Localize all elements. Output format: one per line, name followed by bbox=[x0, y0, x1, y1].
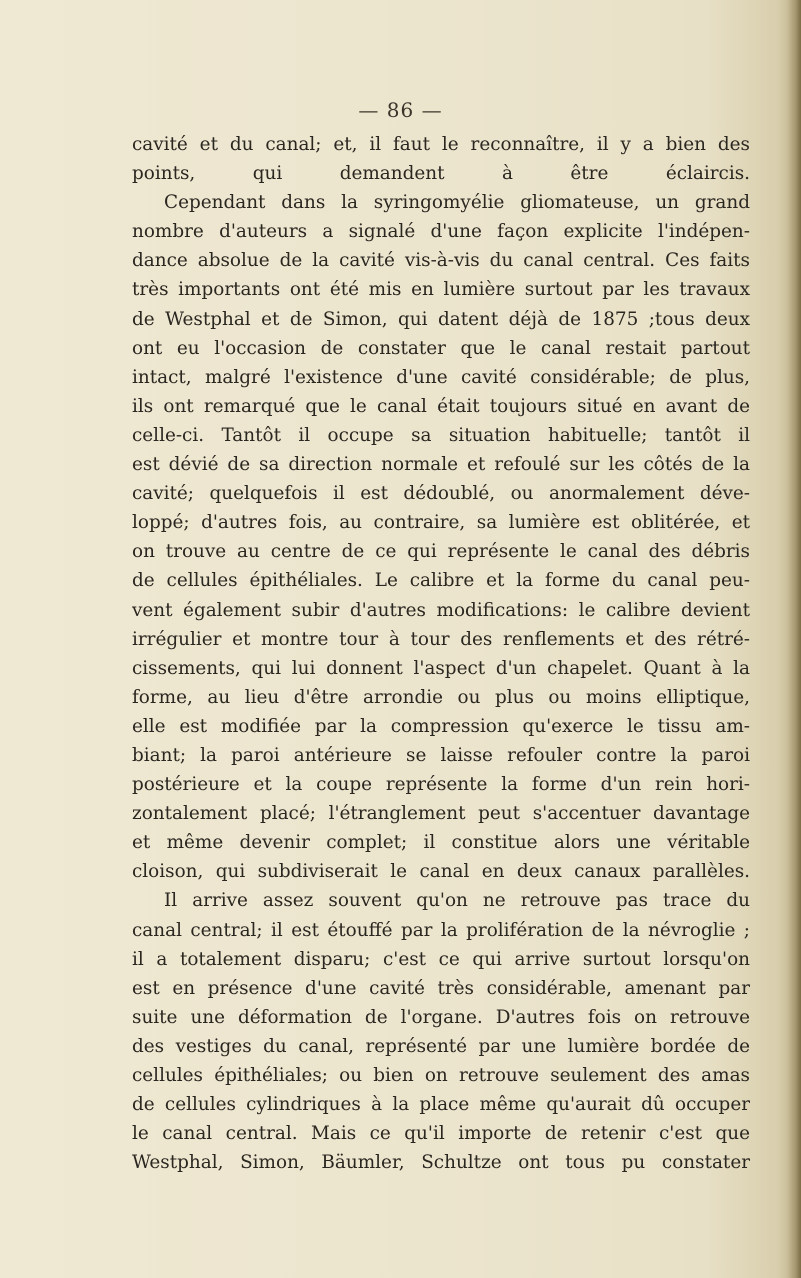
text-line: de cellules cylindriques à la place même qu'aurait dû occuper bbox=[132, 1094, 750, 1116]
text-line: canal central; il est étouffé par la prolifération de la névroglie ; bbox=[132, 919, 750, 941]
text-line: on trouve au centre de ce qui représente le canal des débris bbox=[132, 541, 750, 563]
text-line: loppé; d'autres fois, au contraire, sa lumière est oblitérée, et bbox=[132, 512, 750, 534]
text-line: forme, au lieu d'être arrondie ou plus ou moins elliptique, bbox=[132, 686, 750, 708]
text-line: intact, malgré l'existence d'une cavité considérable; de plus, bbox=[132, 366, 750, 388]
text-line: cellules épithéliales; ou bien on retrouve seulement des amas bbox=[132, 1065, 750, 1086]
text-line: Il arrive assez souvent qu'on ne retrouve pas trace du bbox=[164, 890, 750, 912]
page-number: — 86 — bbox=[358, 98, 443, 122]
text-line: cavité et du canal; et, il faut le reconnaître, il y a bien des bbox=[132, 134, 750, 155]
text-line: Cependant dans la syringomyélie gliomateuse, un grand bbox=[164, 192, 750, 214]
text-line: points, qui demandent à être éclaircis. bbox=[132, 163, 750, 185]
text-line: biant; la paroi antérieure se laisse refouler contre la paroi bbox=[132, 744, 750, 766]
text-line: de cellules épithéliales. Le calibre et la forme du canal peu- bbox=[132, 570, 750, 592]
text-line: cavité; quelquefois il est dédoublé, ou anormalement déve- bbox=[132, 483, 750, 505]
text-line: suite une déformation de l'organe. D'autres fois on retrouve bbox=[132, 1006, 750, 1028]
text-line: de Westphal et de Simon, qui datent déjà de 1875 ;tous deux bbox=[132, 308, 750, 330]
text-line: est dévié de sa direction normale et refoulé sur les côtés de la bbox=[132, 454, 750, 476]
text-line: nombre d'auteurs a signalé d'une façon explicite l'indépen- bbox=[132, 221, 750, 243]
text-line: irrégulier et montre tour à tour des renflements et des rétré- bbox=[132, 628, 750, 650]
text-line: dance absolue de la cavité vis-à-vis du canal central. Ces faits bbox=[132, 250, 750, 272]
body-text bbox=[132, 130, 750, 1177]
text-line: celle-ci. Tantôt il occupe sa situation habituelle; tantôt il bbox=[132, 424, 750, 446]
text-line: très importants ont été mis en lumière surtout par les travaux bbox=[132, 279, 750, 301]
text-line: et même devenir complet; il constitue alors une véritable bbox=[132, 832, 750, 854]
text-line: Westphal, Simon, Bäumler, Schultze ont tous pu constater bbox=[132, 1152, 750, 1174]
text-line: ont eu l'occasion de constater que le canal restait partout bbox=[132, 337, 750, 359]
text-line: est en présence d'une cavité très considérable, amenant par bbox=[132, 977, 750, 999]
page-edge-shadow bbox=[787, 0, 801, 1278]
text-line: le canal central. Mais ce qu'il importe de retenir c'est que bbox=[132, 1123, 750, 1145]
text-line: zontalement placé; l'étranglement peut s'accentuer davantage bbox=[132, 803, 750, 825]
text-line: il a totalement disparu; c'est ce qui arrive surtout lorsqu'on bbox=[132, 948, 750, 970]
text-line: vent également subir d'autres modifications: le calibre devient bbox=[132, 599, 750, 621]
text-line: cissements, qui lui donnent l'aspect d'un chapelet. Quant à la bbox=[132, 657, 750, 679]
text-line: elle est modifiée par la compression qu'exerce le tissu am- bbox=[132, 715, 750, 737]
text-line: cloison, qui subdiviserait le canal en deux canaux parallèles. bbox=[132, 861, 750, 883]
text-line: des vestiges du canal, représenté par une lumière bordée de bbox=[132, 1035, 750, 1057]
text-line: postérieure et la coupe représente la forme d'un rein hori- bbox=[132, 774, 750, 796]
text-line: ils ont remarqué que le canal était toujours situé en avant de bbox=[132, 395, 750, 417]
